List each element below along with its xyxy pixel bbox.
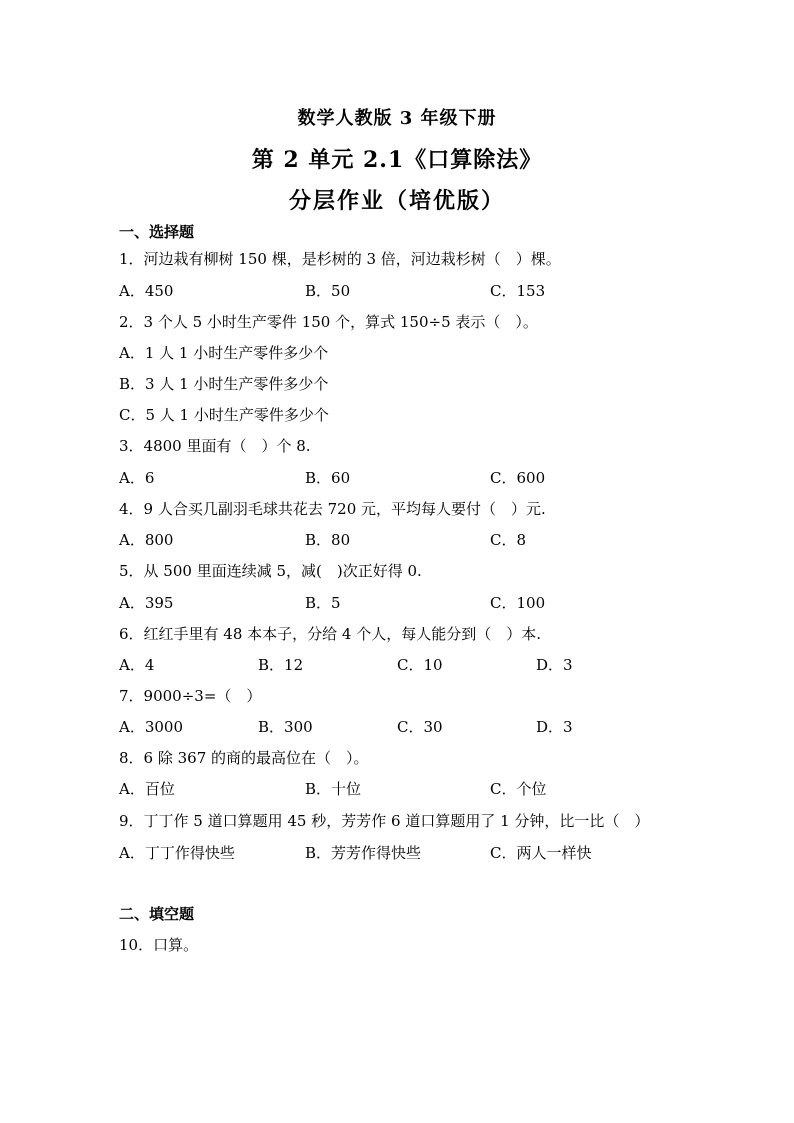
document-subtitle: 数学人教版 3 年级下册: [297, 108, 497, 129]
option-2b: B．3 人 1 小时生产零件多少个: [119, 375, 329, 393]
option-4a: A．800: [119, 531, 174, 549]
option-9a: A．丁丁作得快些: [119, 844, 235, 862]
option-4c: C．8: [490, 531, 527, 549]
question-3: 3．4800 里面有（ ）个 8.: [119, 437, 311, 455]
option-7c: C．30: [397, 718, 443, 736]
option-5b: B．5: [305, 594, 341, 612]
option-5a: A．395: [119, 594, 174, 612]
option-7a: A．3000: [119, 718, 184, 736]
option-8a: A．百位: [119, 780, 175, 798]
question-8: 8．6 除 367 的商的最高位在（ ）。: [119, 749, 369, 767]
option-9b: B．芳芳作得快些: [305, 844, 422, 862]
option-3c: C．600: [490, 469, 546, 487]
question-6: 6．红红手里有 48 本本子，分给 4 个人，每人能分到（ ）本.: [119, 625, 542, 643]
option-7b: B．300: [258, 718, 313, 736]
question-9: 9．丁丁作 5 道口算题用 45 秒，芳芳作 6 道口算题用了 1 分钟，比一比（ ）: [119, 812, 650, 830]
option-8c: C．个位: [490, 780, 547, 798]
option-6b: B．12: [258, 656, 304, 674]
option-1a: A．450: [119, 282, 174, 300]
section-heading-fill: 二、填空题: [119, 905, 195, 923]
option-1b: B．50: [305, 282, 351, 300]
section-heading-choice: 一、选择题: [119, 223, 195, 241]
option-2c: C．5 人 1 小时生产零件多少个: [119, 406, 329, 424]
question-2: 2．3 个人 5 小时生产零件 150 个，算式 150÷5 表示（ ）。: [119, 313, 538, 331]
question-10: 10．口算。: [119, 936, 199, 954]
option-6c: C．10: [397, 656, 443, 674]
question-1: 1．河边栽有柳树 150 棵，是杉树的 3 倍，河边栽杉树（ ）棵。: [119, 250, 561, 268]
option-3b: B．60: [305, 469, 351, 487]
option-1c: C．153: [490, 282, 546, 300]
option-2a: A．1 人 1 小时生产零件多少个: [119, 344, 329, 362]
option-6a: A．4: [119, 656, 155, 674]
question-4: 4．9 人合买几副羽毛球共花去 720 元，平均每人要付（ ）元.: [119, 500, 546, 518]
option-3a: A．6: [119, 469, 155, 487]
question-5: 5．从 500 里面连续减 5，减( )次正好得 0.: [119, 562, 422, 580]
option-7d: D．3: [536, 718, 573, 736]
option-4b: B．80: [305, 531, 351, 549]
option-6d: D．3: [536, 656, 573, 674]
option-9c: C．两人一样快: [490, 844, 592, 862]
option-8b: B．十位: [305, 780, 362, 798]
document-title: 第 2 单元 2.1《口算除法》: [251, 147, 543, 173]
question-7: 7．9000÷3=（ ）: [119, 687, 262, 705]
option-5c: C．100: [490, 594, 546, 612]
document-edition: 分层作业（培优版）: [288, 188, 505, 214]
